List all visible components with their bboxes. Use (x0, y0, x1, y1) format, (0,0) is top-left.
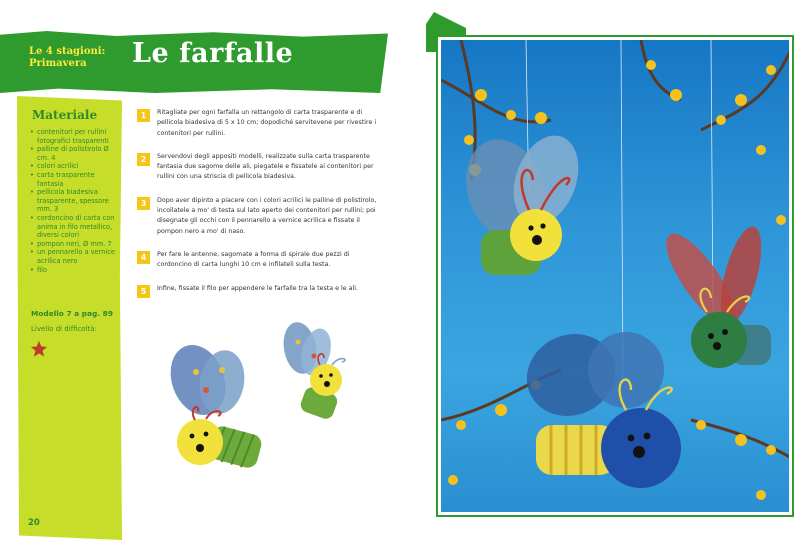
step (137, 250, 377, 271)
page-title: Le farfalle (132, 38, 294, 69)
butterfly-craft-2 (280, 320, 345, 421)
butterfly-craft-1 (161, 337, 263, 470)
step (137, 108, 377, 139)
difficulty-label: Livello di difficoltà: (31, 325, 97, 333)
material-item: • palline di polistirolo Ø cm. 4 (30, 145, 122, 162)
step-text: Infine, fissate il filo per appendere le farfalle tra la testa e le ali. (157, 284, 358, 292)
material-item: • carta trasparente fantasia (30, 171, 122, 188)
material-item: • contenitori per rullini fotografici trasparenti (30, 128, 122, 145)
material-item: • pellicola biadesiva trasparente, spessore mm. 3 (30, 188, 122, 214)
step-text: Dopo aver dipinto a piacere con i colori acrilici le palline di polistirolo, incollatele a mo' di testa sul lato aperto dei contenitori per rullini; poi disegnate gli occhi con il pennarello a vernice acrilica e fissate il pompon nero a mo' di naso. (157, 196, 377, 235)
hanging-butterfly-yellow (453, 40, 590, 275)
model-reference: Modello 7 a pag. 89 (31, 309, 113, 318)
step-number: 3 (137, 197, 150, 210)
step (137, 284, 377, 300)
butterflies-photo (438, 37, 792, 515)
butterfly-craft-illustration (140, 320, 380, 490)
series-title: Le 4 stagioni: Primavera (29, 46, 106, 69)
material-item: • colori acrilici (30, 162, 122, 171)
materials-heading: Materiale (32, 108, 98, 122)
step-text: Per fare le antenne, sagomate a forma di spirale due pezzi di cordoncino di carta lunghi 10 cm e infilateli sulla testa. (157, 250, 350, 269)
page-number: 20 (28, 518, 40, 528)
step-text: Ritagliate per ogni farfalla un rettangolo di carta trasparente e di pellicola biadesiva di 5 x 10 cm; dopodiché servitevene per rivestire i contenitori per rullini. (157, 109, 377, 137)
photo-scene (441, 40, 792, 515)
material-item: • un pennarello a vernice acrilica nero (30, 248, 122, 265)
step-number: 2 (137, 153, 150, 166)
step-number: 1 (137, 109, 150, 122)
step-text: Servendovi degli appositi modelli, realizzate sulla carta trasparente fantasia due sagome delle ali, piegatele e fissatele ai contenitori per rullini con una striscia di pellicola biadesiva. (157, 152, 374, 181)
material-item: • cordoncino di carta con anima in filo metallico, diversi colori (30, 214, 122, 240)
difficulty-star-icon (30, 340, 48, 358)
step (137, 152, 377, 183)
hanging-butterfly-green (655, 40, 771, 368)
step (137, 196, 377, 237)
step-number: 5 (137, 285, 150, 298)
instruction-steps (137, 108, 377, 313)
material-item: • pompon neri, Ø mm. 7 (30, 240, 122, 249)
materials-list (30, 128, 122, 274)
step-number: 4 (137, 251, 150, 264)
material-item: • filo (30, 266, 122, 275)
